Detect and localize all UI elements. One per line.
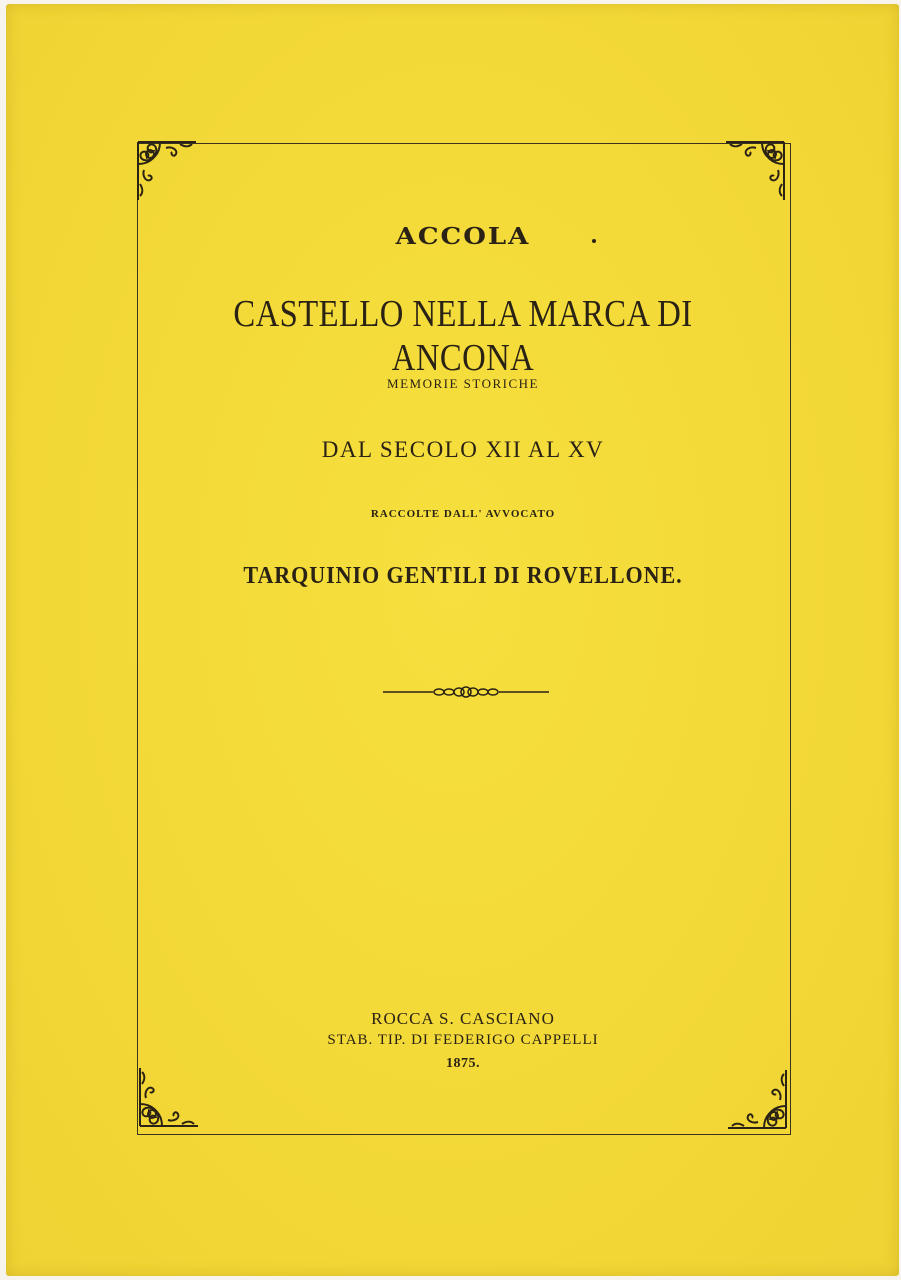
corner-flourish-icon [130, 134, 202, 206]
imprint-year: 1875. [446, 1056, 480, 1071]
subtitle-secolo: DAL SECOLO XII AL XV [321, 437, 605, 462]
corner-flourish-icon [720, 134, 792, 206]
ink-speck [592, 239, 596, 243]
imprint-printer: STAB. TIP. DI FEDERIGO CAPPELLI [327, 1032, 599, 1048]
corner-flourish-icon [722, 1064, 794, 1136]
corner-flourish-icon [132, 1062, 204, 1134]
author-name: TARQUINIO GENTILI DI ROVELLONE. [243, 563, 683, 589]
imprint-place: ROCCA S. CASCIANO [371, 1009, 555, 1028]
title-accola: ACCOLA [395, 223, 531, 251]
subtitle-memorie: MEMORIE STORICHE [387, 376, 539, 391]
title-castello: CASTELLO NELLA MARCA DI ANCONA [233, 293, 693, 379]
subtitle-raccolte: RACCOLTE DALL' AVVOCATO [370, 508, 556, 520]
divider-ornament-icon [383, 684, 549, 700]
